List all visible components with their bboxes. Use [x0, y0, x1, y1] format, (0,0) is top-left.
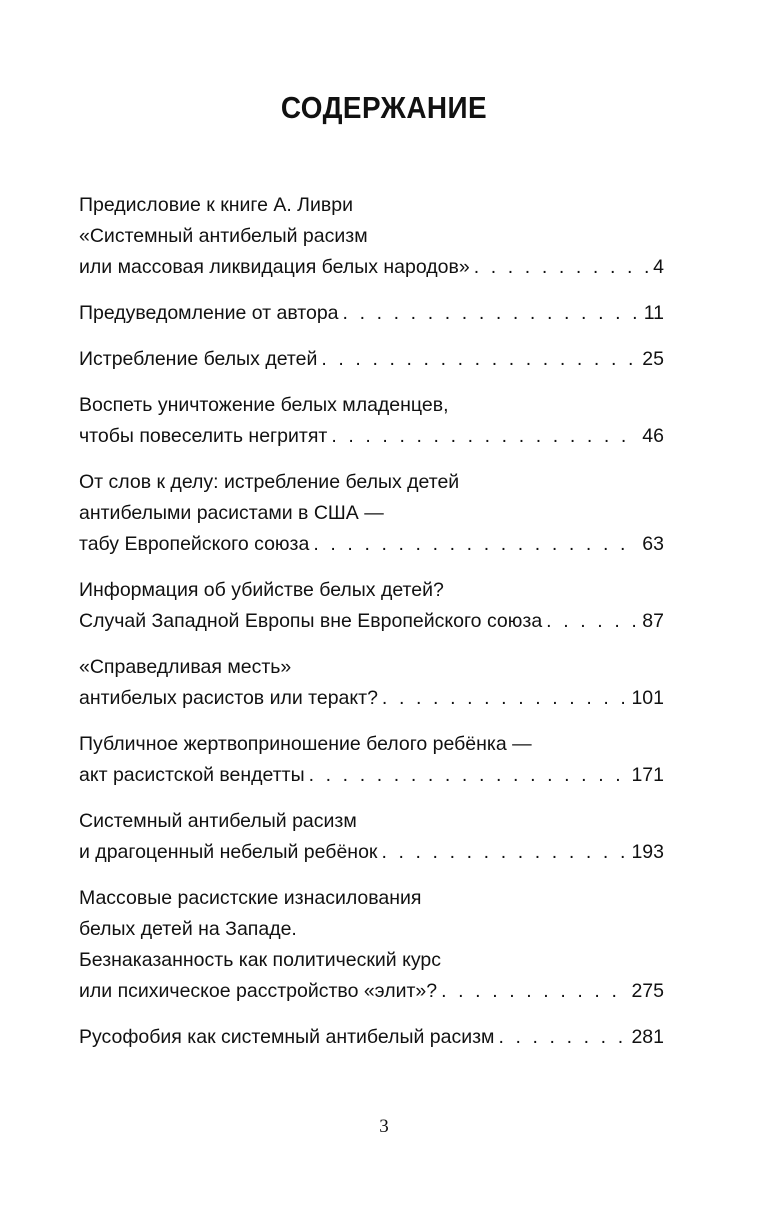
toc-entry-title-line: Безнаказанность как политический курс [79, 949, 441, 971]
toc-page-number: 281 [631, 1026, 664, 1048]
dot-leader [498, 1022, 627, 1053]
dot-leader [309, 760, 628, 791]
dot-leader [313, 529, 638, 560]
toc-entry [79, 298, 664, 329]
toc-entry-title-line: или массовая ликвидация белых народов» [79, 256, 470, 278]
toc-entry-title-line: От слов к делу: истребление белых детей [79, 471, 460, 493]
toc-entry-last-line [79, 683, 664, 714]
toc-entry-title-line: чтобы повеселить негритят [79, 425, 328, 447]
toc-entry-title-line: и драгоценный небелый ребёнок [79, 841, 378, 863]
toc-entry-title-line: Предуведомление от автора [79, 302, 339, 324]
dot-leader [331, 421, 638, 452]
dot-leader [382, 683, 628, 714]
dot-leader [441, 976, 627, 1007]
dot-leader [321, 344, 638, 375]
table-of-contents [79, 190, 664, 1068]
page-title: СОДЕРЖАНИЕ [280, 90, 488, 125]
toc-entry [79, 652, 664, 714]
toc-entry [79, 467, 664, 560]
dot-leader [474, 252, 649, 283]
toc-entry-last-line [79, 529, 664, 560]
toc-entry [79, 1022, 664, 1053]
toc-entry-title-line: Системный антибелый расизм [79, 810, 357, 832]
toc-entry [79, 729, 664, 791]
toc-entry [79, 806, 664, 868]
toc-entry-last-line [79, 344, 664, 375]
toc-page-number: 25 [642, 348, 664, 370]
toc-entry-title-line: Информация об убийстве белых детей? [79, 579, 444, 601]
toc-entry-title-line: или психическое расстройство «элит»? [79, 980, 438, 1002]
toc-entry-title-line: «Системный антибелый расизм [79, 225, 368, 247]
page-number: 3 [379, 1116, 389, 1137]
toc-page-number: 63 [642, 533, 664, 555]
dot-leader [343, 298, 640, 329]
toc-entry-last-line [79, 298, 664, 329]
toc-page-number: 101 [631, 687, 664, 709]
toc-page-number: 11 [643, 302, 664, 324]
toc-page-number: 193 [631, 841, 664, 863]
toc-entry-title-line: Русофобия как системный антибелый расизм [79, 1026, 495, 1048]
toc-entry-title-line: Публичное жертвоприношение белого ребёнка — [79, 733, 532, 755]
toc-entry-last-line [79, 837, 664, 868]
toc-entry-title-line: белых детей на Западе. [79, 918, 297, 940]
toc-entry-title-line: акт расистской вендетты [79, 764, 305, 786]
toc-entry [79, 390, 664, 452]
toc-entry-title-line: табу Европейского союза [79, 533, 310, 555]
toc-entry [79, 344, 664, 375]
toc-entry-last-line [79, 1022, 664, 1053]
toc-entry-last-line [79, 976, 664, 1007]
toc-entry-last-line [79, 421, 664, 452]
toc-entry-title-line: Случай Западной Европы вне Европейского союза [79, 610, 543, 632]
toc-page-number: 171 [631, 764, 664, 786]
toc-entry-title-line: Предисловие к книге А. Ливри [79, 194, 353, 216]
toc-entry-last-line [79, 606, 664, 637]
toc-entry [79, 575, 664, 637]
toc-page-number: 46 [642, 425, 664, 447]
toc-entry-title-line: Истребление белых детей [79, 348, 318, 370]
dot-leader [381, 837, 627, 868]
toc-page-number: 275 [631, 980, 664, 1002]
toc-entry-title-line: Воспеть уничтожение белых младенцев, [79, 394, 449, 416]
toc-page-number: 4 [653, 256, 664, 278]
toc-entry-last-line [79, 760, 664, 791]
toc-entry-title-line: антибелыми расистами в США — [79, 502, 384, 524]
toc-entry-title-line: Массовые расистские изнасилования [79, 887, 422, 909]
toc-entry-title-line: «Справедливая месть» [79, 656, 292, 678]
toc-entry-last-line [79, 252, 664, 283]
toc-page-number: 87 [642, 610, 664, 632]
toc-entry [79, 883, 664, 1007]
toc-entry-title-line: антибелых расистов или теракт? [79, 687, 378, 709]
dot-leader [546, 606, 638, 637]
toc-entry [79, 190, 664, 283]
